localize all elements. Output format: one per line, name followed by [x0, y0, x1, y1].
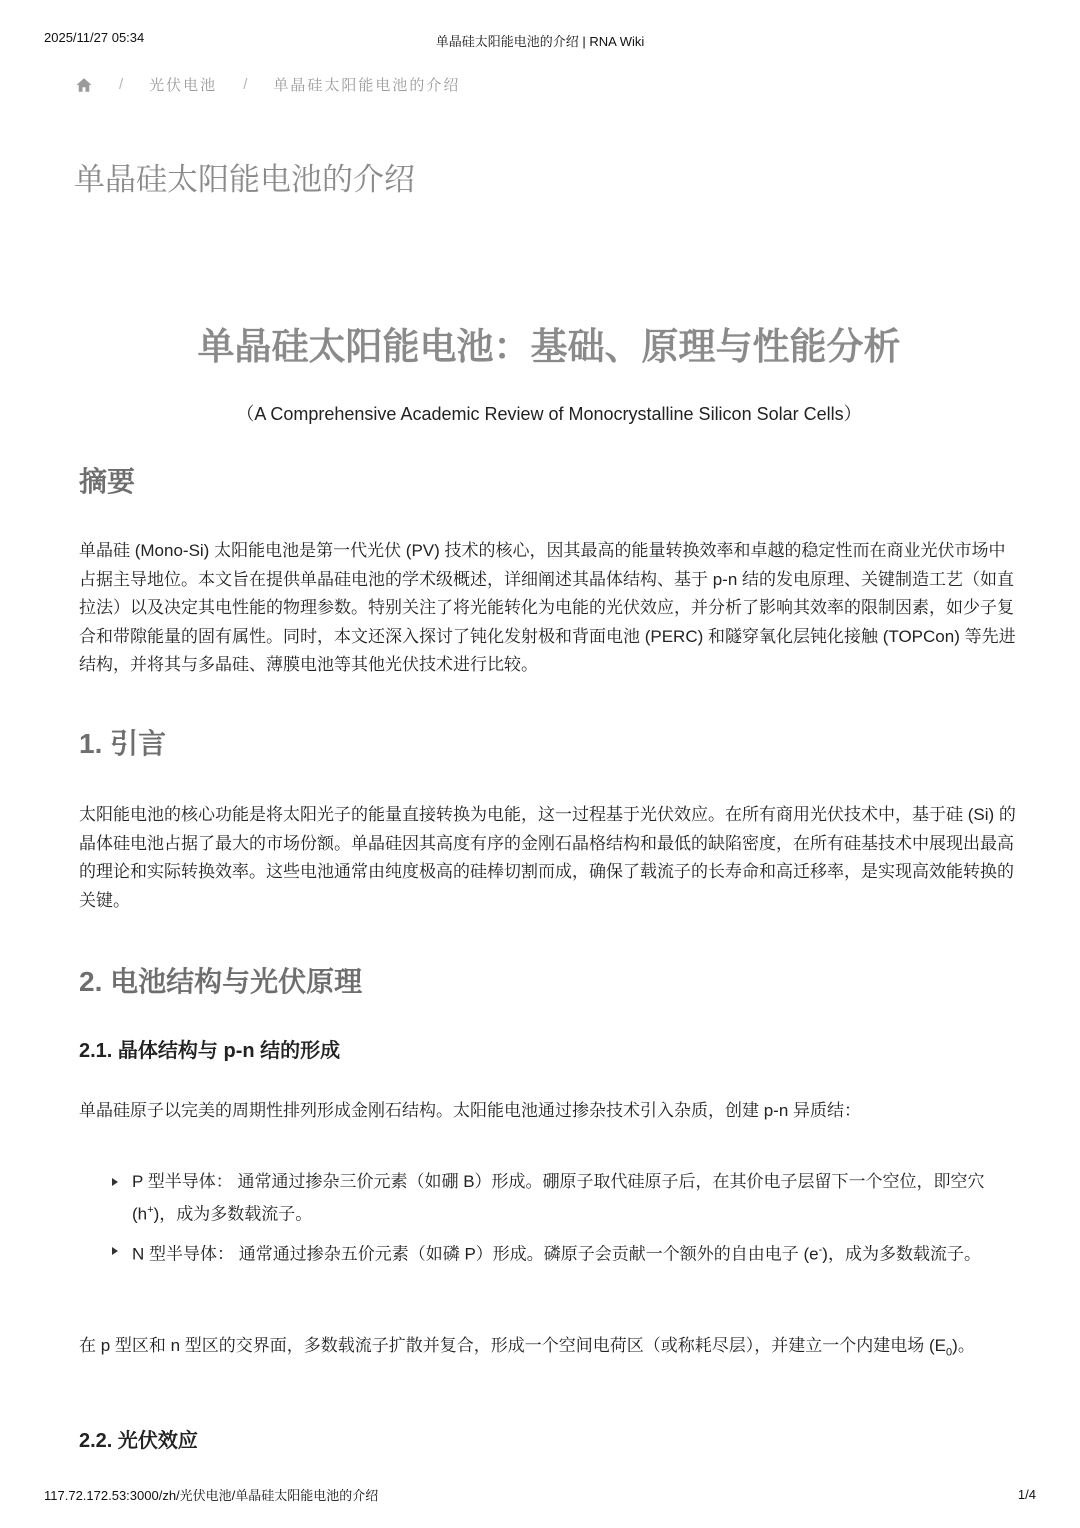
list-item-p-type: P 型半导体： 通常通过掺杂三价元素（如硼 B）形成。硼原子取代硅原子后，在其价电子层留下一个空位，即空穴 (h+)，成为多数载流子。: [112, 1167, 1032, 1229]
home-icon[interactable]: [75, 76, 93, 94]
breadcrumb-item-current: 单晶硅太阳能电池的介绍: [273, 77, 461, 94]
section-2-heading: 2. 电池结构与光伏原理: [79, 966, 363, 997]
semiconductor-type-list: [112, 1167, 1032, 1275]
print-url: 117.72.172.53:3000/zh/光伏电池/单晶硅太阳能电池的介绍: [44, 1488, 379, 1503]
document-title: 单晶硅太阳能电池：基础、原理与性能分析: [197, 326, 901, 367]
bullet-triangle-icon: [112, 1178, 118, 1186]
print-page-title: 单晶硅太阳能电池的介绍 | RNA Wiki: [435, 34, 645, 49]
section-1-text: 太阳能电池的核心功能是将太阳光子的能量直接转换为电能，这一过程基于光伏效应。在所有商用光伏技术中，基于硅 (Si) 的晶体硅电池占据了最大的市场份额。单晶硅因其高度有序的金刚石晶格结构和最低的缺陷密度，在所有硅基技术中展现出最高的理论和实际转换效率。这些电池通常由纯度极高的硅棒切割而成，确保了载流子的长寿命和高迁移率，是实现高效能转换的关键。: [79, 805, 1016, 910]
print-datetime: 2025/11/27 05:34: [44, 30, 145, 45]
document-subtitle: （A Comprehensive Academic Review of Monocrystalline Silicon Solar Cells）: [236, 404, 862, 424]
section-2-2-heading: 2.2. 光伏效应: [79, 1430, 198, 1452]
section-2-1-intro: 单晶硅原子以完美的周期性排列形成金刚石结构。太阳能电池通过掺杂技术引入杂质，创建 p-n 异质结：: [79, 1101, 862, 1120]
breadcrumb-separator: /: [243, 76, 248, 93]
page-title: 单晶硅太阳能电池的介绍: [74, 162, 415, 197]
bullet-triangle-icon: [112, 1247, 118, 1255]
breadcrumb-item-photovoltaic[interactable]: 光伏电池: [149, 77, 218, 94]
section-1-heading: 1. 引言: [79, 728, 167, 759]
list-item-n-type: N 型半导体： 通常通过掺杂五价元素（如磷 P）形成。磷原子会贡献一个额外的自由电子 (e-)，成为多数载流子。: [112, 1236, 1032, 1269]
abstract-text: 单晶硅 (Mono-Si) 太阳能电池是第一代光伏 (PV) 技术的核心，因其最高的能量转换效率和卓越的稳定性而在商业光伏市场中占据主导地位。本文旨在提供单晶硅电池的学术级概述，详细阐述其晶体结构、基于 p-n 结的发电原理、关键制造工艺（如直拉法）以及决定其电性能的物理参数。特别关注了将光能转化为电能的光伏效应，并分析了影响其效率的限制因素，如少子复合和带隙能量的固有属性。同时，本文还深入探讨了钝化发射极和背面电池 (PERC) 和隧穿氧化层钝化接触 (TOPCon) 等先进结构，并将其与多晶硅、薄膜电池等其他光伏技术进行比较。: [79, 541, 1016, 674]
abstract-heading: 摘要: [79, 466, 136, 497]
breadcrumb-separator: /: [119, 76, 124, 93]
print-page-number: 1/4: [1017, 1487, 1036, 1502]
breadcrumb: [75, 74, 460, 95]
section-2-1-closing: 在 p 型区和 n 型区的交界面，多数载流子扩散并复合，形成一个空间电荷区（或称耗尽层），并建立一个内建电场 $(E_0)$。: [79, 1336, 975, 1359]
section-2-1-heading: 2.1. 晶体结构与 p-n 结的形成: [79, 1040, 341, 1062]
